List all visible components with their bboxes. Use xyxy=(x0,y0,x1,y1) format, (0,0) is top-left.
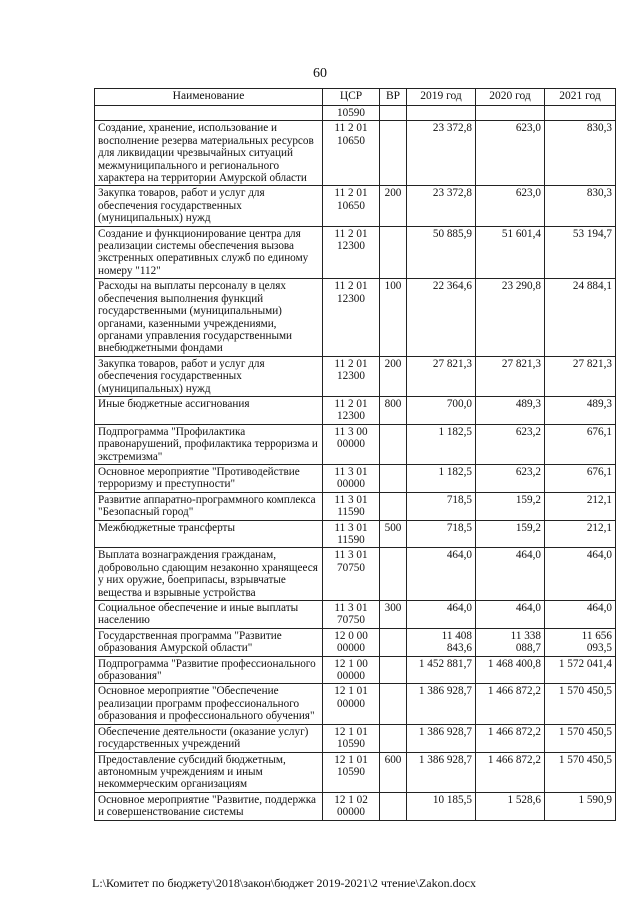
cell-2020: 51 601,4 xyxy=(476,226,545,279)
cell-vr xyxy=(380,548,407,601)
cell-name: Межбюджетные трансферты xyxy=(95,520,323,548)
cell-2020: 1 466 872,2 xyxy=(476,724,545,752)
cell-vr xyxy=(380,226,407,279)
table-row xyxy=(95,356,616,396)
cell-2020: 1 466 872,2 xyxy=(476,684,545,724)
header-2021: 2021 год xyxy=(545,89,616,106)
cell-csr: 11 2 01 10650 xyxy=(323,186,380,226)
cell-2021: 53 194,7 xyxy=(545,226,616,279)
cell-vr xyxy=(380,106,407,121)
table-row xyxy=(95,792,616,820)
table-body xyxy=(95,106,616,821)
cell-2019: 700,0 xyxy=(407,396,476,424)
header-vr: ВР xyxy=(380,89,407,106)
cell-2019: 718,5 xyxy=(407,492,476,520)
cell-name: Социальное обеспечение и иные выплаты населению xyxy=(95,601,323,629)
cell-2021: 212,1 xyxy=(545,492,616,520)
header-csr: ЦСР xyxy=(323,89,380,106)
cell-2019: 50 885,9 xyxy=(407,226,476,279)
cell-name: Основное мероприятие "Развитие, поддержка и совершенствование системы xyxy=(95,792,323,820)
cell-2019: 23 372,8 xyxy=(407,186,476,226)
cell-csr: 11 2 01 12300 xyxy=(323,356,380,396)
cell-name: Развитие аппаратно-программного комплекса "Безопасный город" xyxy=(95,492,323,520)
cell-name: Обеспечение деятельности (оказание услуг) государственных учреждений xyxy=(95,724,323,752)
cell-2021: 464,0 xyxy=(545,548,616,601)
header-2019: 2019 год xyxy=(407,89,476,106)
cell-name: Выплата вознаграждения гражданам, добровольно сдающим незаконно хранящееся у них оружие, боеприпасы, взрывчатые вещества и взрывные устройства xyxy=(95,548,323,601)
cell-2021: 1 570 450,5 xyxy=(545,752,616,792)
cell-2020: 1 528,6 xyxy=(476,792,545,820)
footer-file-path: L:\Комитет по бюджету\2018\закон\бюджет 2019-2021\2 чтение\Zakon.docx xyxy=(92,876,476,890)
cell-csr: 12 1 02 00000 xyxy=(323,792,380,820)
cell-name: Закупка товаров, работ и услуг для обеспечения государственных (муниципальных) нужд xyxy=(95,356,323,396)
cell-2021: 830,3 xyxy=(545,186,616,226)
cell-2020: 489,3 xyxy=(476,396,545,424)
cell-vr xyxy=(380,792,407,820)
cell-vr xyxy=(380,121,407,186)
cell-name: Основное мероприятие "Противодействие терроризму и преступности" xyxy=(95,464,323,492)
table-row xyxy=(95,396,616,424)
cell-2020: 23 290,8 xyxy=(476,279,545,356)
cell-vr xyxy=(380,724,407,752)
cell-vr: 500 xyxy=(380,520,407,548)
cell-name xyxy=(95,106,323,121)
cell-2019: 27 821,3 xyxy=(407,356,476,396)
cell-2021: 489,3 xyxy=(545,396,616,424)
table-header-row xyxy=(95,89,616,106)
cell-2019: 10 185,5 xyxy=(407,792,476,820)
cell-vr xyxy=(380,628,407,656)
cell-2019 xyxy=(407,106,476,121)
cell-2020: 1 466 872,2 xyxy=(476,752,545,792)
cell-csr: 11 3 01 70750 xyxy=(323,601,380,629)
cell-2021: 676,1 xyxy=(545,424,616,464)
cell-csr: 12 1 00 00000 xyxy=(323,656,380,684)
cell-2021: 27 821,3 xyxy=(545,356,616,396)
cell-vr xyxy=(380,656,407,684)
cell-name: Государственная программа "Развитие образования Амурской области" xyxy=(95,628,323,656)
cell-name: Иные бюджетные ассигнования xyxy=(95,396,323,424)
cell-csr: 11 3 01 11590 xyxy=(323,520,380,548)
cell-2021: 1 572 041,4 xyxy=(545,656,616,684)
cell-vr xyxy=(380,424,407,464)
table-row xyxy=(95,601,616,629)
table-row xyxy=(95,226,616,279)
table-row xyxy=(95,106,616,121)
cell-name: Подпрограмма "Развитие профессионального образования" xyxy=(95,656,323,684)
cell-2019: 1 386 928,7 xyxy=(407,724,476,752)
cell-2020: 159,2 xyxy=(476,520,545,548)
cell-csr: 11 2 01 12300 xyxy=(323,279,380,356)
cell-2020: 464,0 xyxy=(476,548,545,601)
cell-2019: 464,0 xyxy=(407,548,476,601)
budget-table xyxy=(94,88,616,821)
cell-2021: 24 884,1 xyxy=(545,279,616,356)
cell-2021: 1 570 450,5 xyxy=(545,684,616,724)
cell-2019: 464,0 xyxy=(407,601,476,629)
table-row xyxy=(95,520,616,548)
cell-csr: 11 2 01 12300 xyxy=(323,226,380,279)
cell-name: Предоставление субсидий бюджетным, автономным учреждениям и иным некоммерческим организациям xyxy=(95,752,323,792)
table-row xyxy=(95,656,616,684)
cell-2019: 1 386 928,7 xyxy=(407,684,476,724)
cell-2020: 464,0 xyxy=(476,601,545,629)
cell-2020: 623,2 xyxy=(476,424,545,464)
table-row xyxy=(95,492,616,520)
table-row xyxy=(95,724,616,752)
cell-2021: 830,3 xyxy=(545,121,616,186)
cell-csr: 11 3 01 70750 xyxy=(323,548,380,601)
cell-csr: 12 1 01 10590 xyxy=(323,724,380,752)
cell-vr: 600 xyxy=(380,752,407,792)
cell-name: Основное мероприятие "Обеспечение реализации программ профессионального образования и профессионального обучения" xyxy=(95,684,323,724)
page-number: 60 xyxy=(313,66,327,81)
cell-name: Создание и функционирование центра для реализации системы обеспечения вызова экстренных оперативных служб по единому номеру "112" xyxy=(95,226,323,279)
cell-vr: 800 xyxy=(380,396,407,424)
cell-2021: 212,1 xyxy=(545,520,616,548)
cell-csr: 12 1 01 00000 xyxy=(323,684,380,724)
cell-2020: 623,0 xyxy=(476,186,545,226)
table-row xyxy=(95,752,616,792)
cell-vr: 200 xyxy=(380,186,407,226)
cell-2021: 1 570 450,5 xyxy=(545,724,616,752)
cell-2021: 676,1 xyxy=(545,464,616,492)
cell-name: Подпрограмма "Профилактика правонарушений, профилактика терроризма и экстремизма" xyxy=(95,424,323,464)
cell-2019: 22 364,6 xyxy=(407,279,476,356)
table-row xyxy=(95,279,616,356)
cell-vr xyxy=(380,684,407,724)
cell-csr: 10590 xyxy=(323,106,380,121)
table-row xyxy=(95,464,616,492)
table-row xyxy=(95,424,616,464)
cell-2020: 159,2 xyxy=(476,492,545,520)
cell-2021: 1 590,9 xyxy=(545,792,616,820)
cell-2020: 623,2 xyxy=(476,464,545,492)
cell-csr: 11 3 00 00000 xyxy=(323,424,380,464)
cell-vr xyxy=(380,492,407,520)
cell-csr: 12 0 00 00000 xyxy=(323,628,380,656)
cell-csr: 12 1 01 10590 xyxy=(323,752,380,792)
cell-name: Закупка товаров, работ и услуг для обеспечения государственных (муниципальных) нужд xyxy=(95,186,323,226)
cell-2021: 11 656 093,5 xyxy=(545,628,616,656)
cell-csr: 11 3 01 11590 xyxy=(323,492,380,520)
cell-2020: 11 338 088,7 xyxy=(476,628,545,656)
cell-vr xyxy=(380,464,407,492)
cell-2019: 1 182,5 xyxy=(407,464,476,492)
table-row xyxy=(95,548,616,601)
cell-vr: 300 xyxy=(380,601,407,629)
table-row xyxy=(95,684,616,724)
cell-name: Расходы на выплаты персоналу в целях обеспечения выполнения функций государственными (муниципальными) органами, казенными учреждениями, органами управления государственными внебюджетными фондами xyxy=(95,279,323,356)
header-2020: 2020 год xyxy=(476,89,545,106)
cell-2021 xyxy=(545,106,616,121)
table-row xyxy=(95,186,616,226)
cell-vr: 100 xyxy=(380,279,407,356)
cell-2020 xyxy=(476,106,545,121)
cell-2019: 1 452 881,7 xyxy=(407,656,476,684)
cell-2019: 11 408 843,6 xyxy=(407,628,476,656)
cell-csr: 11 2 01 12300 xyxy=(323,396,380,424)
cell-csr: 11 2 01 10650 xyxy=(323,121,380,186)
header-name: Наименование xyxy=(95,89,323,106)
cell-2019: 23 372,8 xyxy=(407,121,476,186)
cell-2019: 1 386 928,7 xyxy=(407,752,476,792)
cell-2019: 1 182,5 xyxy=(407,424,476,464)
cell-2019: 718,5 xyxy=(407,520,476,548)
cell-2021: 464,0 xyxy=(545,601,616,629)
table-row xyxy=(95,628,616,656)
cell-2020: 27 821,3 xyxy=(476,356,545,396)
cell-name: Создание, хранение, использование и восполнение резерва материальных ресурсов для ликвидации чрезвычайных ситуаций межмуниципального и регионального характера на территории Амурской области xyxy=(95,121,323,186)
table-row xyxy=(95,121,616,186)
cell-csr: 11 3 01 00000 xyxy=(323,464,380,492)
cell-2020: 1 468 400,8 xyxy=(476,656,545,684)
cell-vr: 200 xyxy=(380,356,407,396)
cell-2020: 623,0 xyxy=(476,121,545,186)
